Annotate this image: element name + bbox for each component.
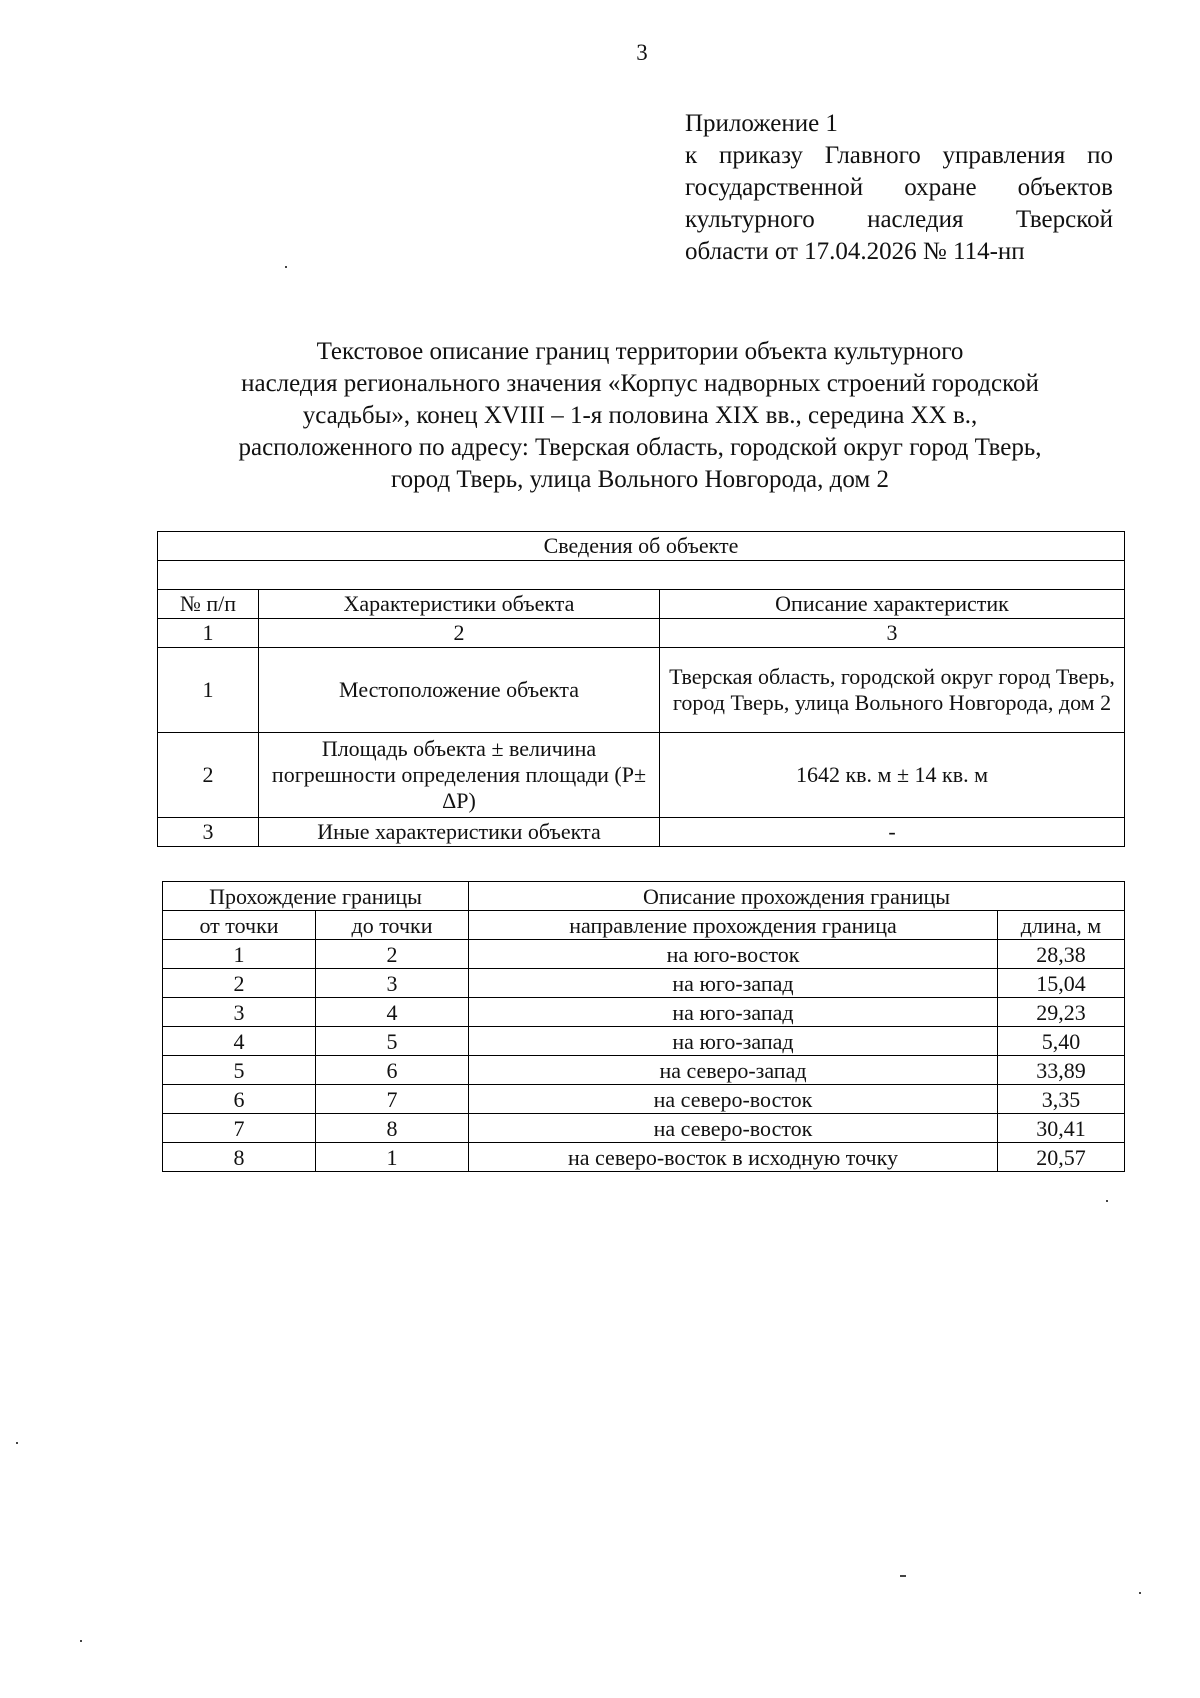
row-num: 3: [158, 818, 259, 847]
table-row: [163, 1114, 1125, 1143]
scan-speck: [80, 1640, 82, 1642]
row-to: 3: [316, 969, 469, 998]
row-direction: на юго-восток: [469, 940, 998, 969]
appendix-line: культурного наследия Тверской: [685, 206, 1113, 233]
row-name: Местоположение объекта: [259, 648, 660, 733]
group-header-passage: Прохождение границы: [163, 882, 469, 911]
object-table-caption: Сведения об объекте: [158, 532, 1125, 561]
title-line: расположенного по адресу: Тверская область, городской округ город Тверь,: [238, 434, 1042, 461]
row-to: 4: [316, 998, 469, 1027]
row-num: 2: [158, 733, 259, 818]
scan-speck: [16, 1442, 18, 1444]
row-from: 7: [163, 1114, 316, 1143]
scan-speck: [285, 266, 287, 268]
row-to: 5: [316, 1027, 469, 1056]
empty-row: [158, 561, 1125, 590]
appendix-line: области от 17.04.2026 № 114-нп: [685, 238, 1025, 265]
boundary-table: [162, 881, 1125, 1172]
row-direction: на северо-восток в исходную точку: [469, 1143, 998, 1172]
row-direction: на северо-восток: [469, 1085, 998, 1114]
table-row: [163, 998, 1125, 1027]
row-from: 6: [163, 1085, 316, 1114]
row-length: 20,57: [998, 1143, 1125, 1172]
title-line: Текстовое описание границ территории объекта культурного: [316, 338, 964, 365]
row-direction: на северо-восток: [469, 1114, 998, 1143]
row-from: 8: [163, 1143, 316, 1172]
document-title: [160, 336, 1120, 496]
table-row: [163, 1056, 1125, 1085]
table-row: [158, 818, 1125, 847]
row-length: 33,89: [998, 1056, 1125, 1085]
row-value: -: [660, 818, 1125, 847]
table-row: [163, 1143, 1125, 1172]
row-direction: на северо-запад: [469, 1056, 998, 1085]
appendix-block: [685, 108, 1113, 268]
scan-speck: [1139, 1592, 1141, 1594]
header-direction: направление прохождения граница: [469, 911, 998, 940]
scan-speck: [900, 1575, 906, 1577]
header-characteristics: Характеристики объекта: [259, 590, 660, 619]
table-row: [163, 1085, 1125, 1114]
row-to: 1: [316, 1143, 469, 1172]
row-length: 28,38: [998, 940, 1125, 969]
row-name: Площадь объекта ± величина погрешности определения площади (P± ΔP): [259, 733, 660, 818]
col-number: 1: [158, 619, 259, 648]
title-line: наследия регионального значения «Корпус надворных строений городской: [241, 370, 1039, 397]
row-from: 2: [163, 969, 316, 998]
title-line: город Тверь, улица Вольного Новгорода, дом 2: [391, 466, 889, 493]
row-num: 1: [158, 648, 259, 733]
row-length: 15,04: [998, 969, 1125, 998]
col-number: 2: [259, 619, 660, 648]
col-number: 3: [660, 619, 1125, 648]
row-name: Иные характеристики объекта: [259, 818, 660, 847]
title-line: усадьбы», конец XVIII – 1-я половина XIX вв., середина XX в.,: [302, 402, 978, 429]
table-row: [158, 733, 1125, 818]
row-length: 30,41: [998, 1114, 1125, 1143]
row-length: 3,35: [998, 1085, 1125, 1114]
row-value: Тверская область, городской округ город Тверь, город Тверь, улица Вольного Новгорода, дом 2: [660, 648, 1125, 733]
appendix-line: Приложение 1: [685, 110, 838, 137]
row-to: 7: [316, 1085, 469, 1114]
header-num: № п/п: [158, 590, 259, 619]
page-number: 3: [636, 40, 648, 65]
appendix-line: к приказу Главного управления по: [685, 142, 1113, 169]
row-from: 3: [163, 998, 316, 1027]
table-row: [158, 648, 1125, 733]
row-value: 1642 кв. м ± 14 кв. м: [660, 733, 1125, 818]
row-length: 5,40: [998, 1027, 1125, 1056]
row-from: 5: [163, 1056, 316, 1085]
header-to: до точки: [316, 911, 469, 940]
header-from: от точки: [163, 911, 316, 940]
group-header-description: Описание прохождения границы: [469, 882, 1125, 911]
row-direction: на юго-запад: [469, 1027, 998, 1056]
row-from: 1: [163, 940, 316, 969]
row-direction: на юго-запад: [469, 998, 998, 1027]
row-from: 4: [163, 1027, 316, 1056]
row-length: 29,23: [998, 998, 1125, 1027]
row-direction: на юго-запад: [469, 969, 998, 998]
appendix-line: государственной охране объектов: [685, 174, 1113, 201]
row-to: 2: [316, 940, 469, 969]
table-row: [163, 940, 1125, 969]
table-row: [163, 969, 1125, 998]
table-row: [163, 1027, 1125, 1056]
header-length: длина, м: [998, 911, 1125, 940]
row-to: 6: [316, 1056, 469, 1085]
row-to: 8: [316, 1114, 469, 1143]
object-info-table: [157, 531, 1125, 847]
scan-speck: [1106, 1200, 1108, 1202]
header-description: Описание характеристик: [660, 590, 1125, 619]
